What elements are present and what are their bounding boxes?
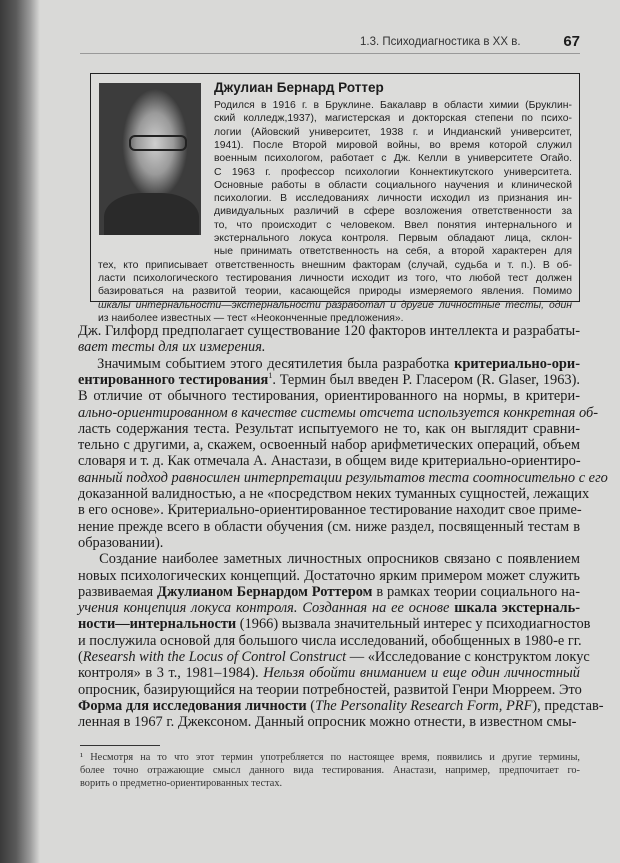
paragraph-line xyxy=(78,404,599,421)
text-run: The Personality Research Form, PRF xyxy=(315,697,533,714)
text-run: ности—интернальности xyxy=(78,616,237,633)
biography-line: психологии. В исследованиях личности исходил из признания ин- xyxy=(214,193,572,205)
text-run: В отличие от обычного тестирования, ориентированного на нормы, в критери- xyxy=(78,388,580,405)
paragraph-line xyxy=(78,372,580,388)
shoulders-shape xyxy=(104,193,199,235)
paragraph-line xyxy=(78,600,580,616)
footnote-line: более точно отражающие смысл данного вида тестирования. Анастази, например, предпочитает го- xyxy=(80,765,580,776)
biography-line: ласти психологического тестирования личности исходит из того, что любой тест должен xyxy=(98,272,572,284)
biography-line: С 1963 г. профессор психологии Коннектикутского университета. xyxy=(214,166,572,178)
biography-line: Основные работы в области социального научения и клинической xyxy=(214,179,572,191)
paragraph-line xyxy=(78,437,580,453)
paragraph-line xyxy=(78,535,580,551)
paragraph-line xyxy=(78,388,580,404)
running-header xyxy=(360,33,580,51)
text-run: вает тесты для их измерения. xyxy=(78,339,266,356)
text-run: тельно с другими, а, скажем, освоенный набор арифметических операций, объем xyxy=(78,437,580,454)
header-rule xyxy=(80,53,580,54)
text-run: нение прежде всего в области обучения (см. ниже раздел, посвященный тестам в xyxy=(78,518,580,535)
biography-line: шкалы интернальности—экстернальности разработал и другие личностные тесты, один xyxy=(98,299,572,311)
text-run: Создание наиболее заметных личностных опросников связано с появлением xyxy=(78,551,580,568)
biography-line: 1941). После Второй мировой войны, во время которой служил xyxy=(214,139,572,151)
paragraph-line xyxy=(78,697,604,714)
paragraph-line xyxy=(78,356,580,372)
footnote-line: ¹ Несмотря на то что этот термин употребляется по настоящее время, появились и другие термины, xyxy=(80,752,580,763)
text-run: ально-ориентированном в качестве системы отсчета используется конкретная об- xyxy=(78,404,599,421)
text-run: критериально-ори- xyxy=(454,355,580,372)
text-run: . Термин был введен Р. Гласером (R. Glaser, 1963). xyxy=(272,371,580,388)
glasses-shape xyxy=(129,135,187,151)
biography-line: логии (Айовский университет, 1938 г. и Индианский университет, xyxy=(214,126,572,138)
text-run: ), представ- xyxy=(532,697,604,714)
paragraph-line xyxy=(78,682,580,698)
text-run: (1966) вызвала значительный интерес у психодиагностов xyxy=(236,616,591,633)
paragraph-line xyxy=(78,486,590,502)
biography-line: тех, кто приписывает ответственность внешним факторам (случай, судьба и т. п.). В об- xyxy=(98,259,572,271)
text-run: Дж. Гилфорд предполагает существование 120 факторов интеллекта и разрабаты- xyxy=(78,323,580,339)
paragraph-line xyxy=(78,584,580,600)
text-run: ентированного тестирования xyxy=(78,371,269,388)
page-number: 67 xyxy=(563,33,580,50)
biography-line: ные принимать ответственность на себя, а второй характерен для xyxy=(214,246,572,258)
text-run: доказанной валидностью, а не «посредством неких туманных сущностей, лежащих xyxy=(78,486,590,502)
paragraph-line xyxy=(78,339,580,355)
text-run: в его основе». Критериально-ориентированное тестирование находит свое приме- xyxy=(78,502,582,519)
text-run: ( xyxy=(306,697,316,714)
text-run: развиваемая xyxy=(78,583,158,600)
footnote-rule xyxy=(80,745,160,746)
text-run: ванный подход равносилен интерпретации результатов теста соотносительно с его xyxy=(78,469,608,486)
scan-shadow xyxy=(0,0,40,863)
biography-line: ский колледж,1937), магистерская и докторская степени по психо- xyxy=(214,113,572,125)
footnote-line: ворить о предметно-ориентированных тестах. xyxy=(80,778,283,789)
biography-line: Родился в 1916 г. в Бруклине. Бакалавр в области химии (Бруклин- xyxy=(214,100,572,111)
paragraph-line xyxy=(78,502,580,518)
text-run: контроля» в 3 т., 1981–1984). xyxy=(78,665,264,682)
paragraph-line xyxy=(78,421,580,437)
paragraph-line xyxy=(78,519,580,535)
biography-line: дивидуальных различий в сфере возложения ответственности за xyxy=(214,206,572,218)
biography-line: базироваться на развитой теории, касающейся природы измеряемого явления. Помимо xyxy=(98,286,572,298)
text-run: ласть содержания теста. Результат испытуемого не то, как он выглядит сравни- xyxy=(78,420,580,437)
text-run: Форма для исследования личности xyxy=(78,697,307,714)
text-run: опросник, базирующийся на теории потребностей, развитой Генри Мюрреем. Это xyxy=(78,681,582,698)
text-run: учения концепция локуса контроля xyxy=(78,600,294,617)
biography-line: экстернального локуса контроля. Первым обладают лица, склон- xyxy=(214,233,572,244)
text-run: словаря и т. д. Как отмечала А. Анастази, в общем виде критериально-ориентиро- xyxy=(78,453,581,470)
paragraph-line xyxy=(78,714,580,730)
text-run: Researsh with the Locus of Control Construct xyxy=(82,649,347,665)
biography-line: военным психологом, работает с Дж. Келли в университете Огайо. xyxy=(214,153,572,165)
footnote-marker: 1 xyxy=(268,370,273,380)
text-run: Значимым событием этого десятилетия была разработка xyxy=(78,355,455,372)
text-run: Нельзя обойти вниманием и еще один личностный xyxy=(263,665,580,682)
section-title: 1.3. Психодиагностика в XX в. xyxy=(360,36,521,48)
text-run: . Созданная на ее основе xyxy=(293,600,455,617)
text-run: ленная в 1967 г. Джексоном. Данный опросник можно отнести, в известном смы- xyxy=(78,714,577,731)
text-run: образовании). xyxy=(78,534,164,551)
paragraph-line xyxy=(78,649,590,665)
text-run: ( xyxy=(78,649,83,665)
biography-title: Джулиан Бернард Роттер xyxy=(214,80,384,95)
biography-box xyxy=(90,73,580,324)
portrait-photo xyxy=(99,83,201,235)
text-run: в рамках теории социального на- xyxy=(372,583,580,600)
text-run: новых психологических концепций. Достаточно ярким примером может служить xyxy=(78,567,580,584)
text-run: — «Исследование с конструктом локус xyxy=(346,649,590,665)
biography-line: из наиболее известных — тест «Неоконченные предложения». xyxy=(98,312,404,324)
biography-line: то, что происходит с человеком. Ввел понятия интернального и xyxy=(214,219,572,231)
paragraph-line xyxy=(78,323,580,339)
paragraph-line xyxy=(78,469,608,486)
text-run: и послужила основой для большого числа исследований, обобщенных в 1980-е гг. xyxy=(78,632,582,649)
paragraph-line xyxy=(78,453,580,469)
paragraph-line xyxy=(78,551,580,567)
paragraph-line xyxy=(78,665,580,681)
text-run: Джулианом Бернардом Роттером xyxy=(157,583,373,600)
paragraph-line xyxy=(78,633,580,649)
paragraph-line xyxy=(78,568,580,584)
paragraph-line xyxy=(78,616,591,633)
text-run: шкала экстерналь- xyxy=(454,600,581,617)
